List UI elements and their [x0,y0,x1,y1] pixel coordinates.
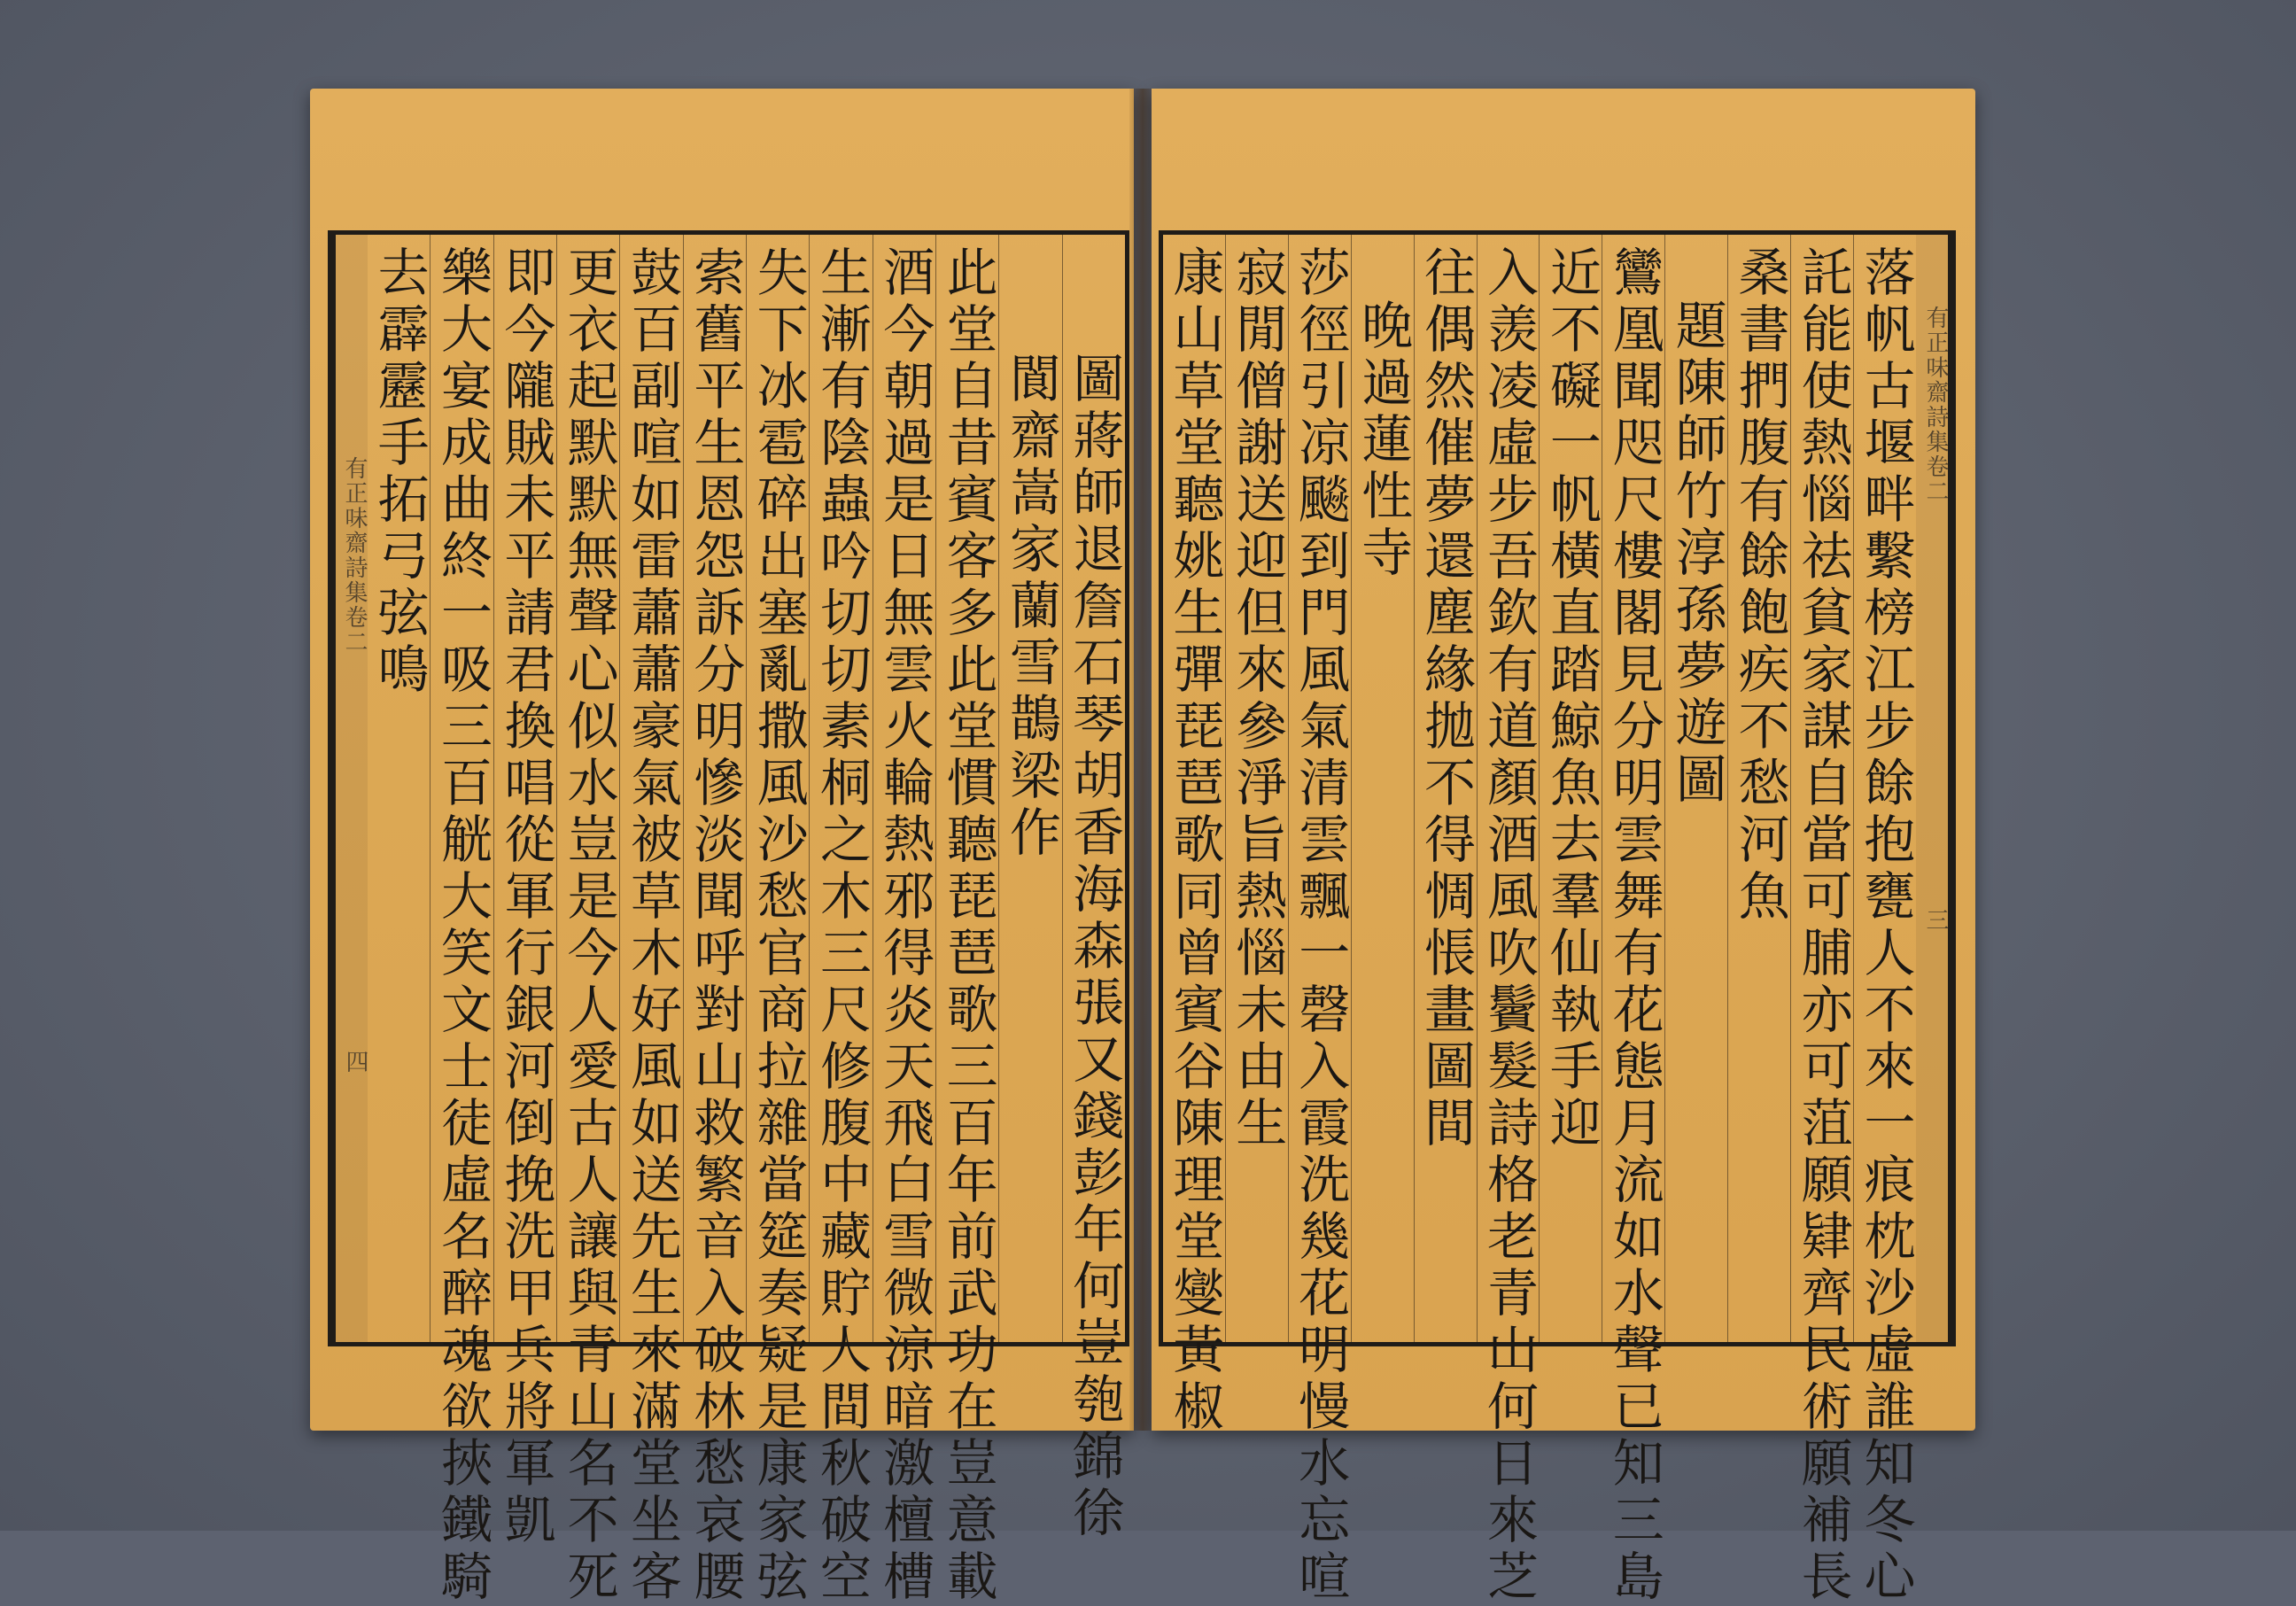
column-text: 落帆古堰畔繫榜江步餘抱甕人不來一痕枕沙虛誰知冬心 [1855,245,1916,1606]
left-banxin [336,235,368,1342]
column-text: 往偶然催夢還塵緣拋不得惆悵畫圖間 [1416,245,1477,1152]
left-page [310,89,1134,1606]
text-column [1225,235,1288,1342]
column-text: 入羡凌虛步吾欽有道顏酒風吹鬢髮詩格老青山何日來芝 [1478,245,1539,1606]
text-column [746,235,809,1606]
poem-title: 題陳師竹淳孫夢遊圖 [1666,299,1727,809]
open-book [310,89,1975,1606]
text-column [683,235,746,1606]
column-text: 失下冰雹碎出塞亂撒風沙愁官商拉雜當筵奏疑是康家弦 [748,245,809,1606]
text-column [1477,235,1540,1606]
column-text: 莎徑引凉飈到門風氣清雲飄一磬入霞洗幾花明慢水忘喧 [1290,245,1351,1606]
right-banxin-folio: 三 [1922,908,1949,931]
column-text: 閬齋嵩家蘭雪鵲梁作 [1000,352,1061,862]
left-banxin-title: 有正味齋詩集卷二 [341,456,368,655]
column-text: 鸞凰聞咫尺樓閣見分明雲舞有花態月流如水聲已知三島 [1603,245,1664,1606]
right-page [1152,89,1975,1606]
column-text: 寂閒僧謝送迎但來參淨旨熱惱未由生 [1227,245,1288,1152]
column-text: 桑書捫腹有餘飽疾不愁河魚 [1729,245,1790,926]
text-column [998,235,1061,1342]
poem-title: 康山草堂聽姚生彈琵琶歌同曾賓谷陳理堂燮黃椒 [1164,245,1225,1436]
text-column [493,235,556,1549]
column-text: 此堂自昔賓客多此堂慣聽琵琶歌三百年前武功在豈意載 [937,245,998,1606]
text-column [935,235,998,1606]
left-page-frame [328,230,1129,1606]
text-column [368,235,430,1342]
column-text: 託能使熱惱祛貧家謀自當可脯亦可菹願肄齊民術願補長 [1792,245,1853,1606]
text-column [556,235,619,1606]
text-column [619,235,682,1606]
text-column [1288,235,1351,1606]
text-column [1727,235,1790,1342]
column-text: 生漸有陰蟲吟切切素桐之木三尺修腹中藏貯人間秋破空 [811,245,872,1606]
column-text: 更衣起默默無聲心似水豈是今人愛古人讓與青山名不死 [558,245,619,1606]
poem-title: 晚過蓮性寺 [1353,299,1414,582]
column-text: 鼓百副喧如雷蕭蕭豪氣被草木好風如送先生來滿堂坐客 [621,245,682,1606]
text-column [809,235,872,1606]
text-column [1163,235,1225,1436]
text-column [1414,235,1477,1342]
text-column [873,235,935,1606]
left-text-columns [368,235,1125,1606]
text-column [1853,235,1916,1606]
right-page-frame [1159,230,1956,1606]
column-text: 酒今朝過是日無雲火輪熱邪得炎天飛白雪微涼暗激檀槽 [874,245,935,1606]
column-text: 圖蔣師退詹石琴胡香海森張又錢彭年何豈匏錦徐 [1064,352,1125,1542]
text-column [1602,235,1664,1606]
text-column [430,235,493,1606]
column-text: 索舊平生恩怨訴分明慘淡聞呼對山救繁音入破林愁哀腰 [685,245,746,1606]
column-text: 近不礙一帆橫直踏鯨魚去羣仙執手迎 [1540,245,1602,1152]
text-column [1790,235,1853,1606]
right-banxin-title: 有正味齋詩集卷二 [1922,306,1949,504]
column-text: 樂大宴成曲終一吸三百觥大笑文士徒虛名醉魂欲挾鐵騎 [432,245,493,1606]
text-column [1664,235,1727,1342]
column-text: 去霹靂手拓弓弦鳴 [368,245,430,699]
text-column [1062,235,1125,1542]
left-banxin-folio: 四 [342,1050,368,1073]
right-text-columns [1163,235,1916,1606]
text-column [1351,235,1414,1342]
text-column [1539,235,1602,1342]
right-banxin [1916,235,1948,1342]
column-text: 即今隴賊未平請君換唱從軍行銀河倒挽洗甲兵將軍凱 [495,245,556,1549]
